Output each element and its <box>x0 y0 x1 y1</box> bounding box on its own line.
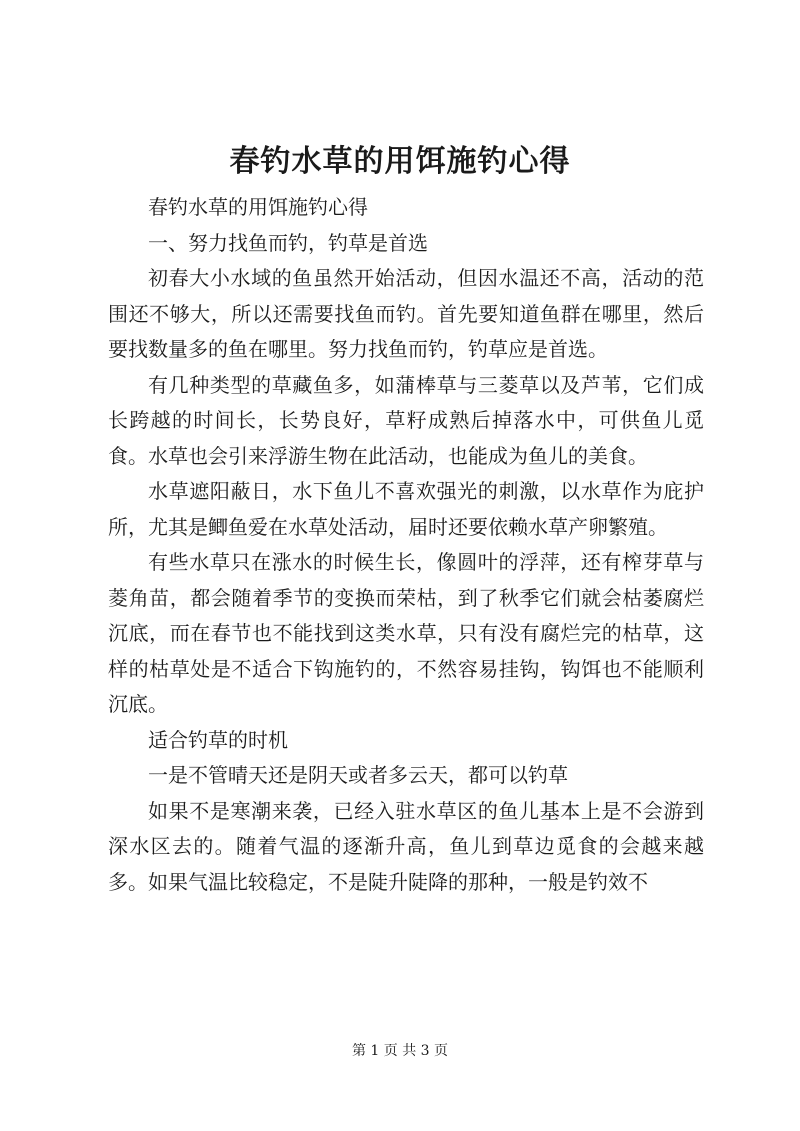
document-title: 春钓水草的用饵施钓心得 <box>229 144 571 179</box>
paragraph-heading-2: 适合钓草的时机 <box>148 727 288 752</box>
paragraph: 初春大小水域的鱼虽然开始活动，但因水温还不高，活动的范围还不够大，所以还需要找鱼而钓。首先要知道鱼群在哪里，然后要找数量多的鱼在哪里。努力找鱼而钓，钓草应是首选。 <box>108 266 704 361</box>
paragraph: 如果不是寒潮来袭，已经入驻水草区的鱼儿基本上是不会游到深水区去的。随着气温的逐渐升高，鱼儿到草边觅食的会越来越多。如果气温比较稳定，不是陡升陡降的那种，一般是钓效不 <box>108 798 704 894</box>
document-body <box>108 190 704 900</box>
paragraph: 有几种类型的草藏鱼多，如蒲棒草与三菱草以及芦苇，它们成长跨越的时间长，长势良好，草籽成熟后掉落水中，可供鱼儿觅食。水草也会引来浮游生物在此活动，也能成为鱼儿的美食。 <box>108 372 704 468</box>
paragraph: 水草遮阳蔽日，水下鱼儿不喜欢强光的刺激，以水草作为庇护所，尤其是鲫鱼爱在水草处活动，届时还要依赖水草产卵繁殖。 <box>108 479 704 539</box>
paragraph-heading-3: 一是不管晴天还是阴天或者多云天，都可以钓草 <box>148 763 568 787</box>
paragraph-heading-1: 一、努力找鱼而钓，钓草是首选 <box>148 230 428 255</box>
paragraph-subtitle: 春钓水草的用饵施钓心得 <box>148 195 368 219</box>
paragraph: 有些水草只在涨水的时候生长，像圆叶的浮萍，还有榨芽草与菱角苗，都会随着季节的变换而荣枯，到了秋季它们就会枯萎腐烂沉底，而在春节也不能找到这类水草，只有没有腐烂完的枯草，这样的枯草处是不适合下钩施钓的，不然容易挂钩，钩饵也不能顺利沉底。 <box>108 550 704 716</box>
page-number-footer: 第 1 页 共 3 页 <box>351 1043 449 1059</box>
